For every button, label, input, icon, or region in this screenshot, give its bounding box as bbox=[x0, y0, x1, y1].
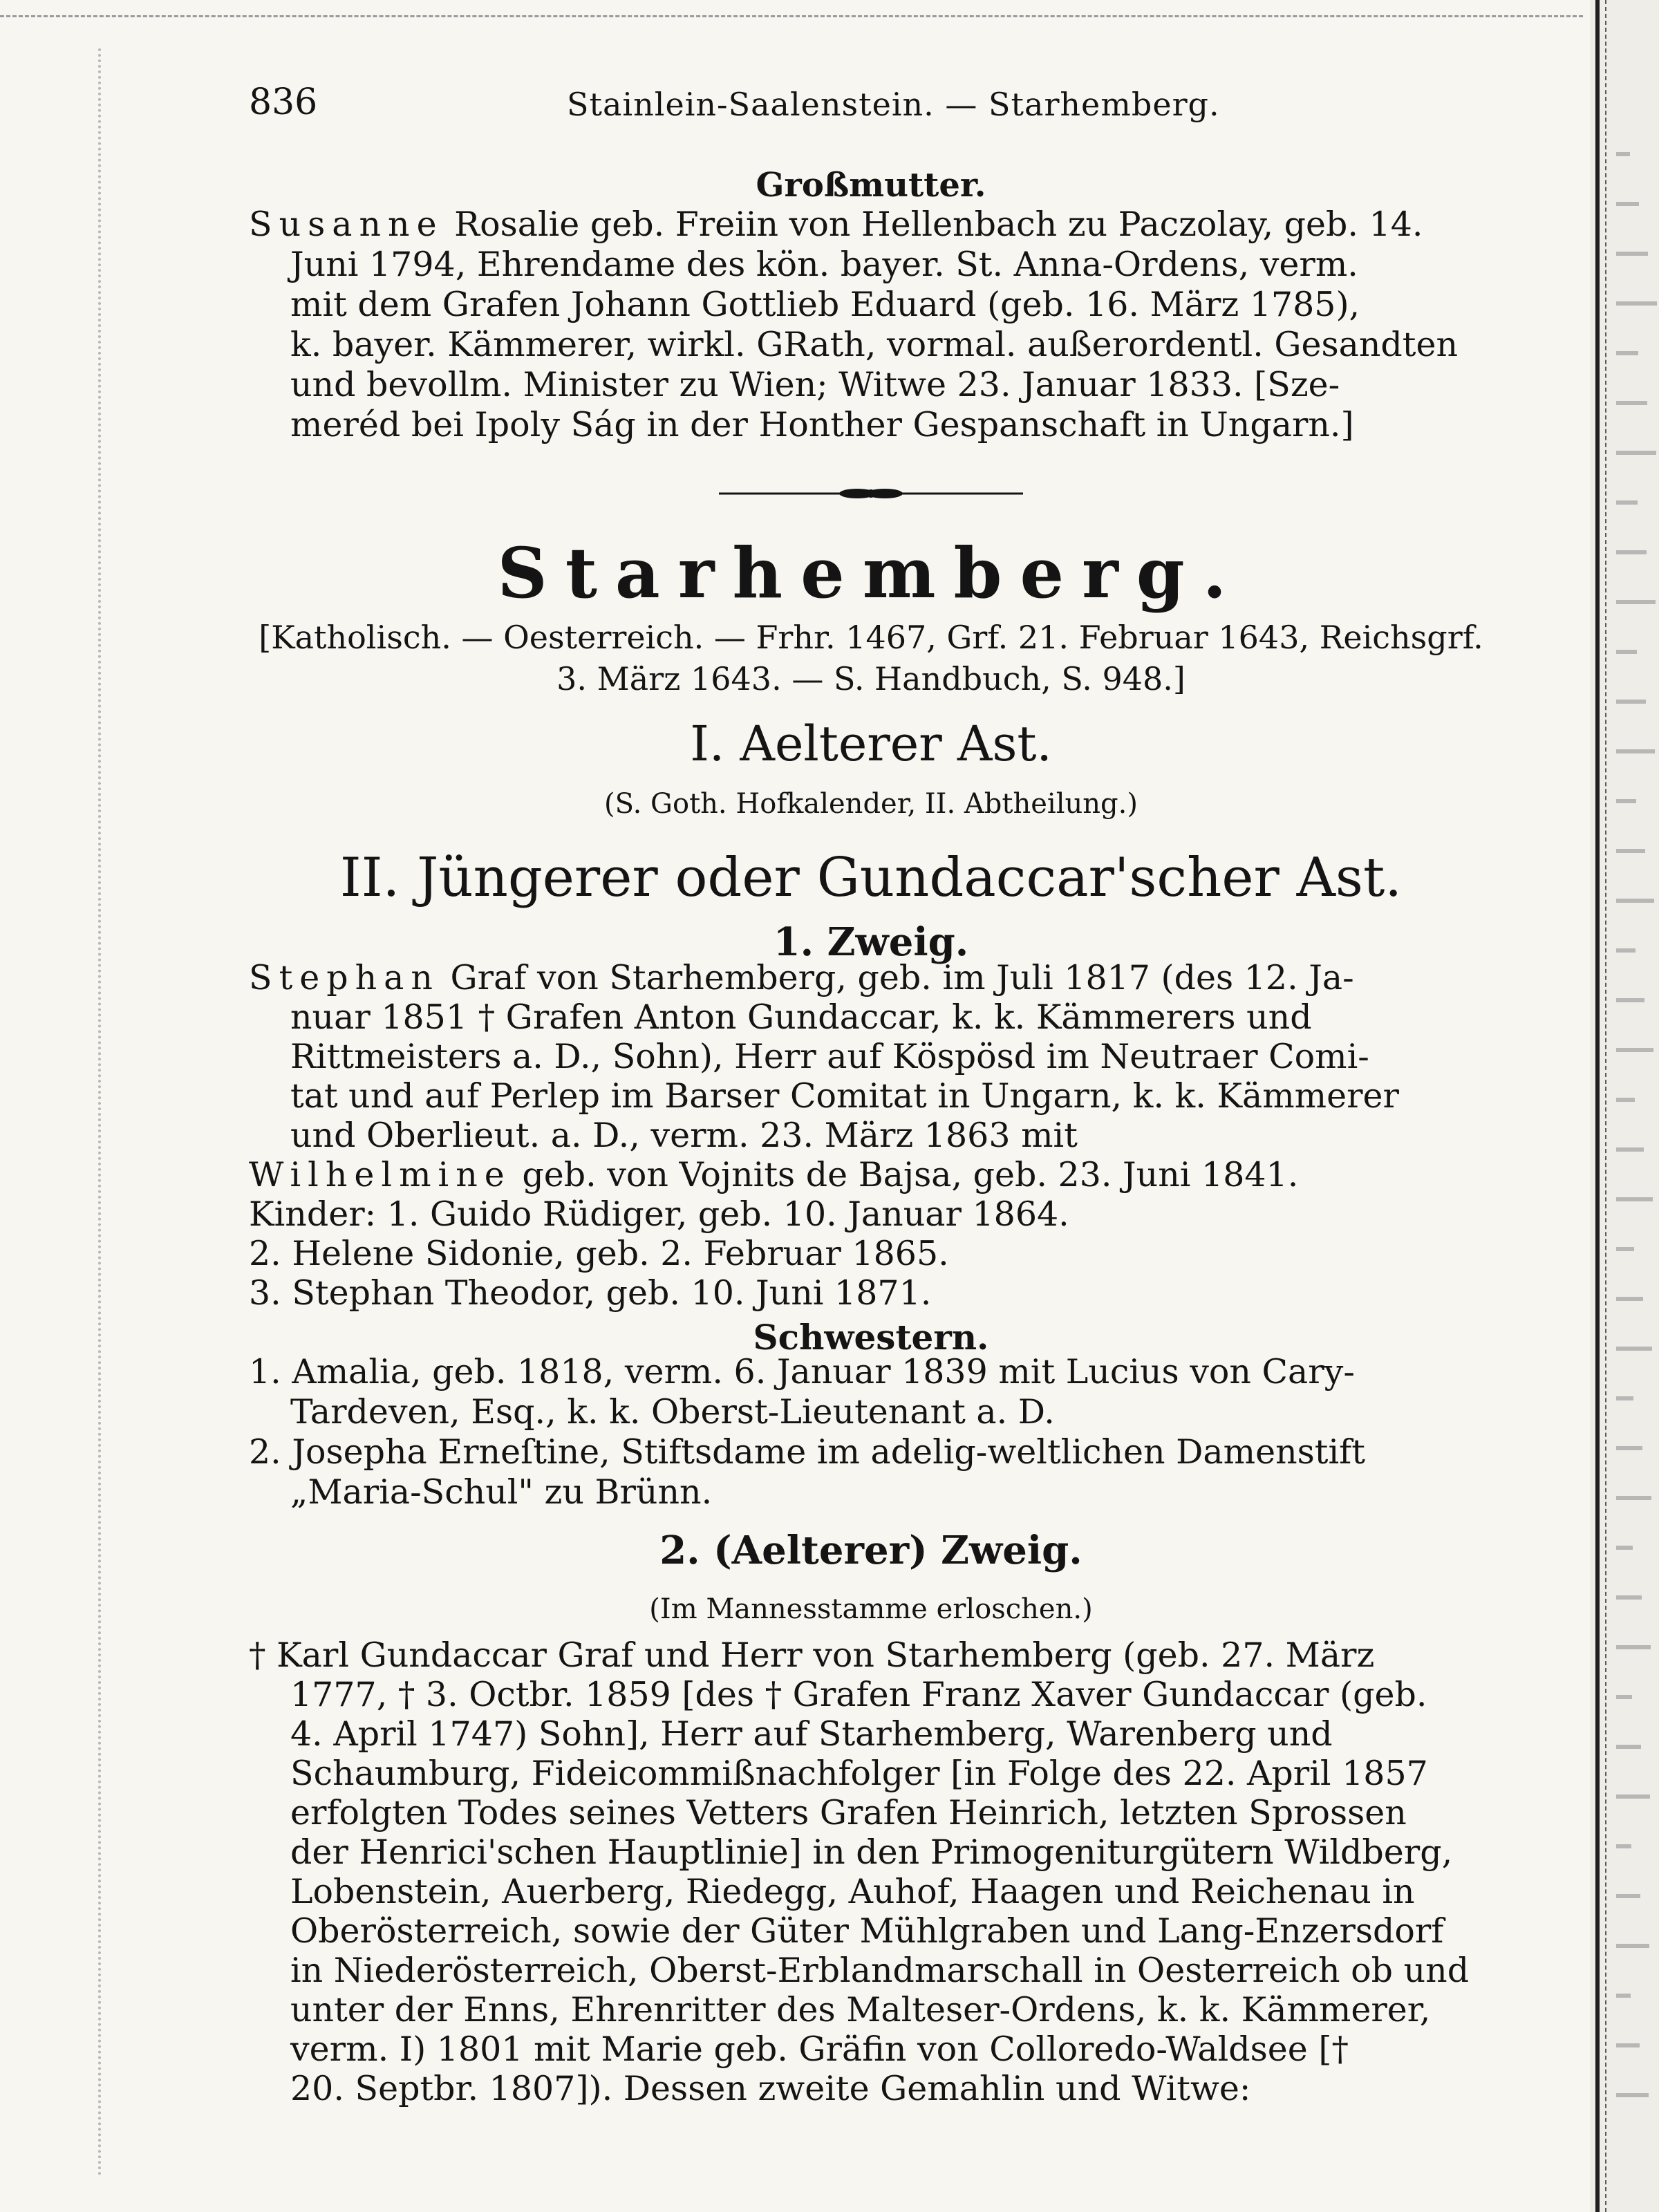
text-line bbox=[290, 1037, 1369, 1076]
adjacent-page-fragment bbox=[1616, 2093, 1649, 2097]
zweig-2-heading: 2. (Aelterer) Zweig. bbox=[659, 1528, 1082, 1573]
text-line bbox=[249, 1155, 1299, 1194]
line-text: † Karl Gundaccar Graf und Herr von Starhemberg (geb. 27. März bbox=[249, 1635, 1375, 1675]
zweig-2-note: (Im Mannesstamme erloschen.) bbox=[649, 1593, 1093, 1625]
adjacent-page-fragment bbox=[1616, 451, 1656, 455]
binding-shadow-line bbox=[1605, 0, 1606, 2212]
top-dashed-border bbox=[0, 15, 1583, 17]
adjacent-page-fragment bbox=[1616, 799, 1636, 803]
adjacent-page-edge bbox=[1590, 0, 1659, 2212]
branch-1-note: (S. Goth. Hofkalender, II. Abtheilung.) bbox=[604, 788, 1138, 820]
text-line bbox=[290, 245, 1358, 284]
text-line bbox=[249, 1234, 949, 1273]
line-text: tat und auf Perlep im Barser Comitat in Ungarn, k. k. Kämmerer bbox=[290, 1076, 1399, 1116]
text-line bbox=[290, 1990, 1431, 2030]
text-line bbox=[249, 1273, 932, 1313]
line-text: 2. Josepha Erneſtine, Stiftsdame im adelig-weltlichen Damenstift bbox=[249, 1432, 1365, 1472]
text-line bbox=[290, 1116, 1078, 1155]
spaced-name: Stephan bbox=[249, 958, 440, 997]
adjacent-page-fragment bbox=[1616, 1147, 1644, 1152]
adjacent-page-fragment bbox=[1616, 202, 1639, 206]
adjacent-page-fragment bbox=[1616, 1396, 1633, 1400]
adjacent-page-fragment bbox=[1616, 1247, 1634, 1251]
line-text: Graf von Starhemberg, geb. im Juli 1817 (des 12. Ja- bbox=[439, 958, 1354, 997]
line-text: 2. Helene Sidonie, geb. 2. Februar 1865. bbox=[249, 1234, 949, 1273]
line-text: 1777, † 3. Octbr. 1859 [des † Grafen Franz Xaver Gundaccar (geb. bbox=[290, 1675, 1427, 1714]
left-dotted-margin bbox=[98, 48, 101, 2177]
line-text: geb. von Vojnits de Bajsa, geb. 23. Juni 1841. bbox=[511, 1155, 1299, 1194]
text-line bbox=[290, 2069, 1251, 2108]
binding-spine-line bbox=[1595, 0, 1600, 2212]
adjacent-page-fragment bbox=[1616, 2043, 1640, 2047]
ornament-divider bbox=[719, 487, 1023, 500]
line-text: Juni 1794, Ehrendame des kön. bayer. St. Anna-Ordens, verm. bbox=[290, 245, 1358, 284]
spaced-name: Susanne bbox=[249, 205, 444, 244]
adjacent-page-fragment bbox=[1616, 1546, 1633, 1550]
text-line bbox=[290, 1911, 1444, 1951]
adjacent-page-fragment bbox=[1616, 351, 1638, 355]
adjacent-page-fragment bbox=[1616, 1695, 1632, 1699]
text-line bbox=[249, 1635, 1375, 1675]
text-line bbox=[290, 325, 1459, 364]
text-line bbox=[249, 958, 1354, 997]
section-heading-grossmutter: Großmutter. bbox=[756, 166, 986, 205]
line-text: Tardeven, Esq., k. k. Oberst-Lieutenant a. D. bbox=[290, 1392, 1055, 1432]
text-line bbox=[290, 1472, 713, 1512]
line-text: Lobenstein, Auerberg, Riedegg, Auhof, Haagen und Reichenau in bbox=[290, 1872, 1415, 1911]
adjacent-page-fragment bbox=[1616, 700, 1646, 704]
text-line bbox=[290, 405, 1354, 444]
adjacent-page-fragment bbox=[1616, 1794, 1650, 1799]
adjacent-page-fragment bbox=[1616, 749, 1655, 753]
text-line bbox=[249, 1194, 1069, 1234]
adjacent-page-fragment bbox=[1616, 1197, 1653, 1201]
line-text: Schaumburg, Fideicommißnachfolger [in Folge des 22. April 1857 bbox=[290, 1754, 1428, 1793]
text-line bbox=[249, 205, 1423, 244]
text-line bbox=[290, 1392, 1055, 1432]
branch-1-heading: I. Aelterer Ast. bbox=[690, 715, 1052, 772]
adjacent-page-fragment bbox=[1616, 1894, 1640, 1898]
adjacent-page-fragment bbox=[1616, 998, 1644, 1002]
adjacent-page-fragment bbox=[1616, 1844, 1631, 1848]
line-text: der Henrici'schen Hauptlinie] in den Primogeniturgütern Wildberg, bbox=[290, 1833, 1453, 1872]
line-text: 3. Stephan Theodor, geb. 10. Juni 1871. bbox=[249, 1273, 932, 1313]
line-text: nuar 1851 † Grafen Anton Gundaccar, k. k. Kämmerers und bbox=[290, 997, 1312, 1037]
line-text: 1. Amalia, geb. 1818, verm. 6. Januar 1839 mit Lucius von Cary- bbox=[249, 1352, 1355, 1391]
adjacent-page-fragment bbox=[1616, 1496, 1651, 1500]
line-text: 20. Septbr. 1807]). Dessen zweite Gemahlin und Witwe: bbox=[290, 2069, 1251, 2108]
adjacent-page-fragment bbox=[1616, 1944, 1649, 1948]
family-title: Starhemberg. bbox=[497, 532, 1245, 614]
adjacent-page-fragment bbox=[1616, 600, 1656, 604]
line-text: Oberösterreich, sowie der Güter Mühlgraben und Lang-Enzersdorf bbox=[290, 1911, 1444, 1951]
branch-2-heading: II. Jüngerer oder Gundaccar'scher Ast. bbox=[339, 847, 1403, 909]
adjacent-page-fragment bbox=[1616, 899, 1654, 903]
adjacent-page-fragment bbox=[1616, 1297, 1643, 1301]
adjacent-page-fragment bbox=[1616, 500, 1638, 505]
text-line bbox=[290, 365, 1340, 404]
adjacent-page-fragment bbox=[1616, 1745, 1641, 1749]
line-text: 4. April 1747) Sohn], Herr auf Starhemberg, Warenberg und bbox=[290, 1714, 1333, 1754]
text-line bbox=[290, 997, 1312, 1037]
adjacent-page-fragment bbox=[1616, 1595, 1642, 1600]
text-line bbox=[290, 1951, 1470, 1990]
text-line bbox=[290, 1793, 1407, 1833]
adjacent-page-fragment bbox=[1616, 152, 1630, 156]
line-text: k. bayer. Kämmerer, wirkl. GRath, vormal. außerordentl. Gesandten bbox=[290, 325, 1459, 364]
adjacent-page-fragment bbox=[1616, 1098, 1635, 1102]
adjacent-page-fragment bbox=[1616, 401, 1647, 405]
text-line bbox=[290, 1076, 1399, 1116]
text-line bbox=[290, 2030, 1349, 2069]
adjacent-page-fragment bbox=[1616, 1048, 1653, 1052]
text-line bbox=[290, 1872, 1415, 1911]
line-text: meréd bei Ipoly Ság in der Honther Gespanschaft in Ungarn.] bbox=[290, 405, 1354, 444]
adjacent-page-fragment bbox=[1616, 1347, 1652, 1351]
text-line bbox=[249, 1432, 1365, 1472]
text-line bbox=[290, 285, 1360, 324]
line-text: verm. I) 1801 mit Marie geb. Gräfin von Colloredo-Waldsee [† bbox=[290, 2030, 1349, 2069]
page-number: 836 bbox=[249, 82, 318, 123]
line-text: Rosalie geb. Freiin von Hellenbach zu Paczolay, geb. 14. bbox=[443, 205, 1423, 244]
line-text: Kinder: 1. Guido Rüdiger, geb. 10. Januar 1864. bbox=[249, 1194, 1069, 1234]
adjacent-page-fragment bbox=[1616, 252, 1648, 256]
line-text: und bevollm. Minister zu Wien; Witwe 23. Januar 1833. [Sze- bbox=[290, 365, 1340, 404]
line-text: in Niederösterreich, Oberst-Erblandmarschall in Oesterreich ob und bbox=[290, 1951, 1470, 1990]
line-text: mit dem Grafen Johann Gottlieb Eduard (geb. 16. März 1785), bbox=[290, 285, 1360, 324]
adjacent-page-fragment bbox=[1616, 1994, 1631, 1998]
adjacent-page-fragment bbox=[1616, 550, 1647, 554]
family-meta-line-2: 3. März 1643. — S. Handbuch, S. 948.] bbox=[556, 660, 1185, 697]
line-text: „Maria-Schul" zu Brünn. bbox=[290, 1472, 713, 1512]
adjacent-page-fragment bbox=[1616, 301, 1657, 306]
adjacent-page-fragment bbox=[1616, 650, 1637, 654]
text-line bbox=[290, 1714, 1333, 1754]
text-line bbox=[290, 1833, 1453, 1872]
adjacent-page-fragment bbox=[1616, 948, 1635, 953]
schwestern-heading: Schwestern. bbox=[753, 1317, 989, 1358]
adjacent-page-fragment bbox=[1616, 849, 1645, 853]
text-line bbox=[290, 1754, 1428, 1793]
line-text: Rittmeisters a. D., Sohn), Herr auf Köspösd im Neutraer Comi- bbox=[290, 1037, 1369, 1076]
spaced-name: Wilhelmine bbox=[249, 1155, 512, 1194]
zweig-1-heading: 1. Zweig. bbox=[773, 919, 969, 965]
adjacent-page-fragment bbox=[1616, 1446, 1642, 1450]
line-text: unter der Enns, Ehrenritter des Malteser-Ordens, k. k. Kämmerer, bbox=[290, 1990, 1431, 2030]
text-line bbox=[290, 1675, 1427, 1714]
family-meta-line-1: [Katholisch. — Oesterreich. — Frhr. 1467, Grf. 21. Februar 1643, Reichsgrf. bbox=[259, 619, 1483, 656]
line-text: erfolgten Todes seines Vetters Grafen Heinrich, letzten Sprossen bbox=[290, 1793, 1407, 1833]
text-line bbox=[249, 1352, 1355, 1391]
adjacent-page-fragment bbox=[1616, 1645, 1651, 1649]
line-text: und Oberlieut. a. D., verm. 23. März 1863 mit bbox=[290, 1116, 1078, 1155]
running-header: Stainlein-Saalenstein. — Starhemberg. bbox=[567, 86, 1220, 123]
